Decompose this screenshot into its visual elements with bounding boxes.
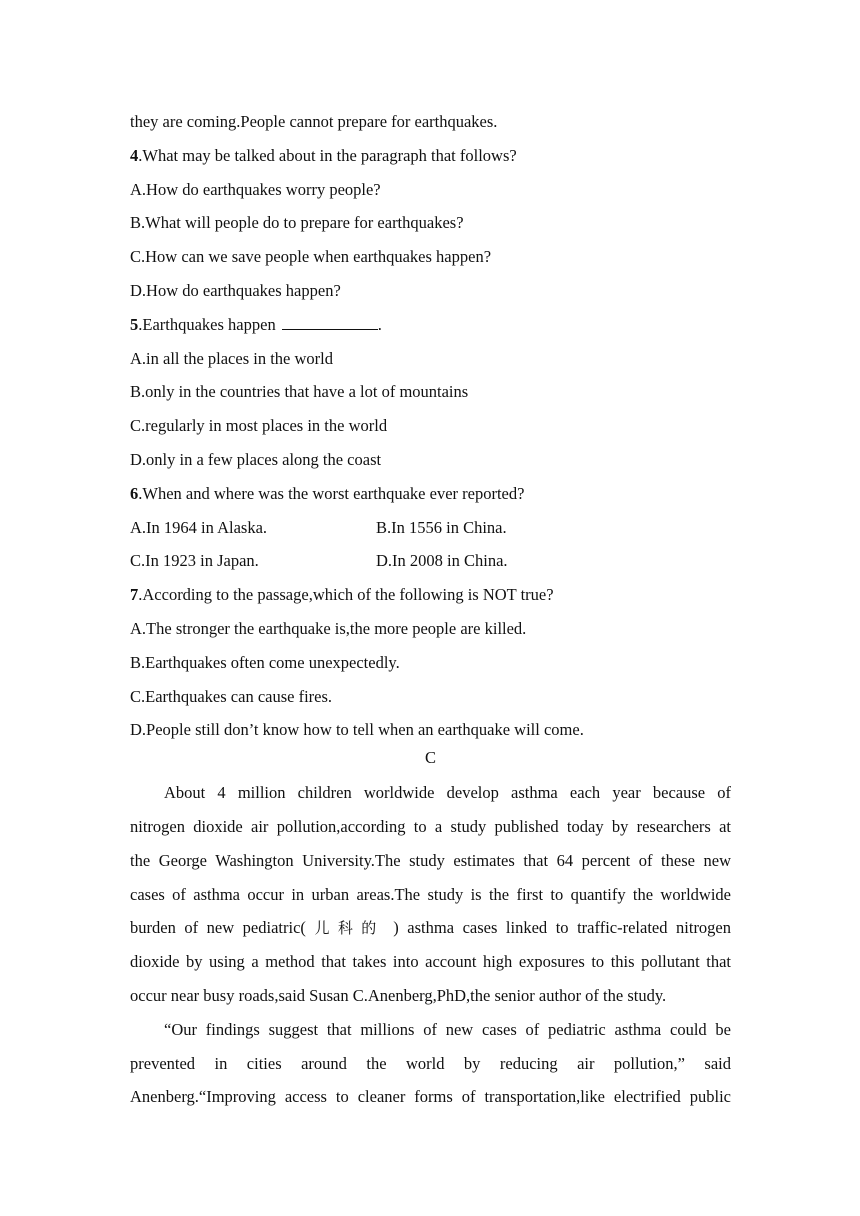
question-7-option-a: A.The stronger the earthquake is,the more people are killed. bbox=[130, 618, 527, 638]
passage-line: the George Washington University.The study estimates that 64 percent of these new bbox=[130, 850, 731, 870]
passage-line: dioxide by using a method that takes into account high exposures to this pollutant that bbox=[130, 952, 731, 972]
passage-text: ) asthma cases linked to traffic-related nitrogen bbox=[393, 918, 732, 938]
question-7-option-c: C.Earthquakes can cause fires. bbox=[130, 686, 333, 706]
question-text: .Earthquakes happen bbox=[138, 314, 276, 334]
passage-line: Anenberg.“Improving access to cleaner forms of transportation,like electrified public bbox=[130, 1087, 731, 1107]
question-4-option-c: C.How can we save people when earthquakes happen? bbox=[130, 247, 492, 267]
chinese-gloss: 儿科的 bbox=[314, 919, 385, 938]
question-text: .When and where was the worst earthquake ever reported? bbox=[138, 483, 525, 503]
question-6-option-b: B.In 1556 in China. bbox=[376, 517, 507, 537]
passage-line: “Our findings suggest that millions of new cases of pediatric asthma could be bbox=[164, 1019, 731, 1039]
passage-paragraph-1 bbox=[130, 776, 731, 1013]
question-number: 5 bbox=[130, 314, 139, 334]
passage-line-with-gloss bbox=[130, 911, 731, 945]
question-4-option-b: B.What will people do to prepare for earthquakes? bbox=[130, 213, 464, 233]
question-4-option-d: D.How do earthquakes happen? bbox=[130, 280, 341, 300]
question-7-stem bbox=[130, 583, 731, 617]
question-4-stem bbox=[130, 144, 731, 178]
question-7-option-b: B.Earthquakes often come unexpectedly. bbox=[130, 652, 400, 672]
question-7-option-d: D.People still don’t know how to tell when an earthquake will come. bbox=[130, 720, 584, 740]
passage-line: cases of asthma occur in urban areas.The study is the first to quantify the worldwide bbox=[130, 884, 731, 904]
question-number: 6 bbox=[130, 483, 139, 503]
question-text-end: . bbox=[377, 314, 382, 334]
passage-line: occur near busy roads,said Susan C.Anenberg,PhD,the senior author of the study. bbox=[130, 985, 667, 1005]
document-page bbox=[130, 110, 731, 1114]
question-5-option-a: A.in all the places in the world bbox=[130, 348, 333, 368]
question-6-option-d: D.In 2008 in China. bbox=[376, 551, 508, 571]
question-text: .What may be talked about in the paragraph that follows? bbox=[138, 145, 517, 165]
question-6-option-c: C.In 1923 in Japan. bbox=[130, 551, 259, 571]
question-4-option-a: A.How do earthquakes worry people? bbox=[130, 179, 381, 199]
question-number: 4 bbox=[130, 145, 139, 165]
question-6-options-row-1 bbox=[130, 516, 731, 550]
passage-paragraph-2 bbox=[130, 1013, 731, 1114]
passage-line: prevented in cities around the world by reducing air pollution,” said bbox=[130, 1053, 731, 1073]
question-number: 7 bbox=[130, 585, 139, 605]
passage-line: nitrogen dioxide air pollution,according to a study published today by researchers at bbox=[130, 816, 731, 836]
passage-text: burden of new pediatric( bbox=[130, 918, 306, 938]
question-6-options-row-2 bbox=[130, 549, 731, 583]
question-5-option-b: B.only in the countries that have a lot of mountains bbox=[130, 382, 469, 402]
question-text: .According to the passage,which of the following is NOT true? bbox=[138, 585, 554, 605]
continuation-line: they are coming.People cannot prepare for earthquakes. bbox=[130, 112, 498, 131]
question-6-option-a: A.In 1964 in Alaska. bbox=[130, 517, 268, 537]
question-5-option-c: C.regularly in most places in the world bbox=[130, 416, 388, 436]
question-5-stem bbox=[130, 313, 731, 347]
passage-line: About 4 million children worldwide develop asthma each year because of bbox=[164, 783, 731, 803]
question-5-option-d: D.only in a few places along the coast bbox=[130, 449, 382, 469]
section-heading: C bbox=[424, 748, 436, 768]
question-6-stem bbox=[130, 482, 731, 516]
answer-blank bbox=[282, 315, 378, 330]
